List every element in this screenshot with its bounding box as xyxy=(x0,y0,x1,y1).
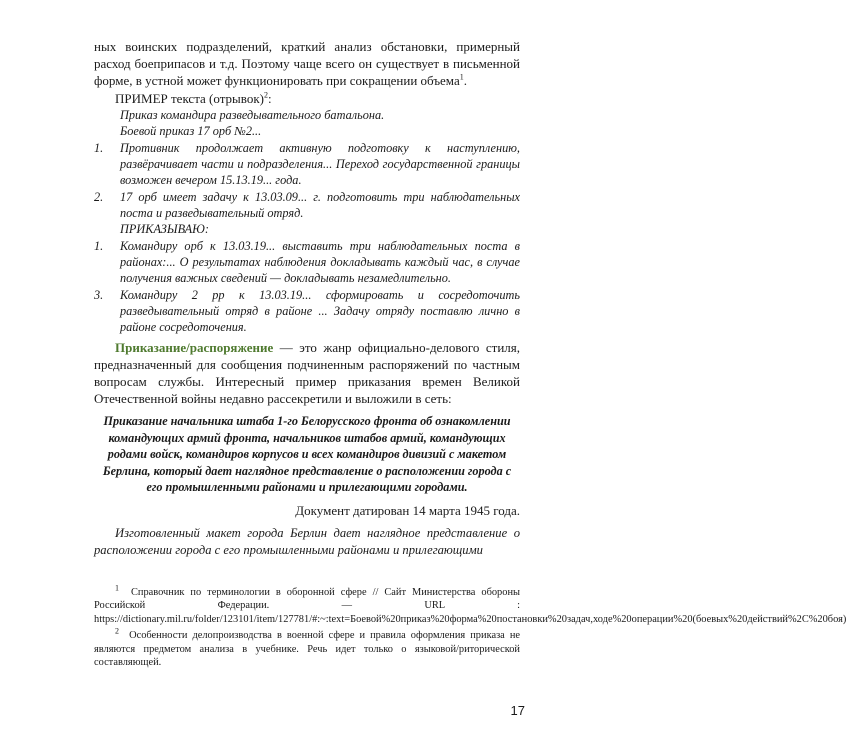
list-item: 2. 17 орб имеет задачу к 13.03.09... г. подготовить три наблюдательных поста и разведывательный отряд. xyxy=(94,190,520,220)
footnotes xyxy=(94,583,846,669)
closing-paragraph: Изготовленный макет города Берлин дает наглядное представление о расположении города с его промышленными районами и прилегающими xyxy=(94,525,520,557)
command-word: ПРИКАЗЫВАЮ: xyxy=(120,222,209,236)
footnote-2: $^2$ Особенности делопроизводства в военной сфере и правила оформления приказа не являются предметом анализа в учебнике. Речь идет только о языковой/риторической составляющей. xyxy=(94,626,520,669)
intro-paragraph: ных воинских подразделений, краткий анализ обстановки, примерный расход боеприпасов и т.д. Поэтому чаще всего он существует в письменной форме, в устной может функционировать при сокращении объема$^1$. xyxy=(94,39,520,88)
example-title: Приказ командира разведывательного батальона. xyxy=(120,108,385,122)
page-number: 17 xyxy=(510,703,525,718)
definition-paragraph: Приказание/распоряжение — это жанр официально-делового стиля, предназначенный для сообщения подчиненным распоряжений по частным вопросам службы. Интересный пример приказания времен Великой Отечественной войны недавно рассекретили и выложили в сеть: xyxy=(94,340,520,406)
footnote-ref-1[interactable]: 1 xyxy=(459,72,464,82)
footnote-ref-2[interactable]: 2 xyxy=(264,90,268,100)
list-item: 3. Командиру 2 рр к 13.03.19... сформировать и сосредоточить разведывательный отряд в районе ... Задачу отряду поставлю лично в районе сосредоточения. xyxy=(94,288,520,334)
term-highlight: Приказание/распоряжение xyxy=(115,340,274,355)
list-item: 1. Противник продолжает активную подготовку к наступлению, развёрачивает части и подразделения... Переход государственной границы возможен вечером 15.13.19... года. xyxy=(94,141,520,187)
footnote-1: $^1$ Справочник по терминологии в оборонной сфере // Сайт Министерства обороны Российской Федерации. — URL : https://dictionary.mil.ru/folder/123101/item/127781/#:~:text=Боевой%20приказ%20форма%20постановки%20задач,ходе%20операции%20(боевых%20действий%2C%20боя) xyxy=(94,583,846,625)
example-order-number: Боевой приказ 17 орб №2... xyxy=(120,124,262,138)
historic-order-title: Приказание начальника штаба 1-го Белорусского фронта об ознакомлении командующих армий фронта, начальников штабов армий, командующих родами войск, командиров корпусов и всех командиров дивизий с макетом Берлина, который дает наглядное представление о расположении города с его промышленными районами и прилегающими городами. xyxy=(102,414,512,494)
example-heading: ПРИМЕР текста (отрывок)$^2$: xyxy=(115,90,272,106)
document-date: Документ датирован 14 марта 1945 года. xyxy=(295,502,520,518)
list-item: 1. Командиру орб к 13.03.19... выставить три наблюдательных поста в районах:... О результатах наблюдения докладывать каждый час, в случае получения важных сведений — докладывать незамедлительно. xyxy=(94,239,520,285)
main-text xyxy=(94,38,520,559)
